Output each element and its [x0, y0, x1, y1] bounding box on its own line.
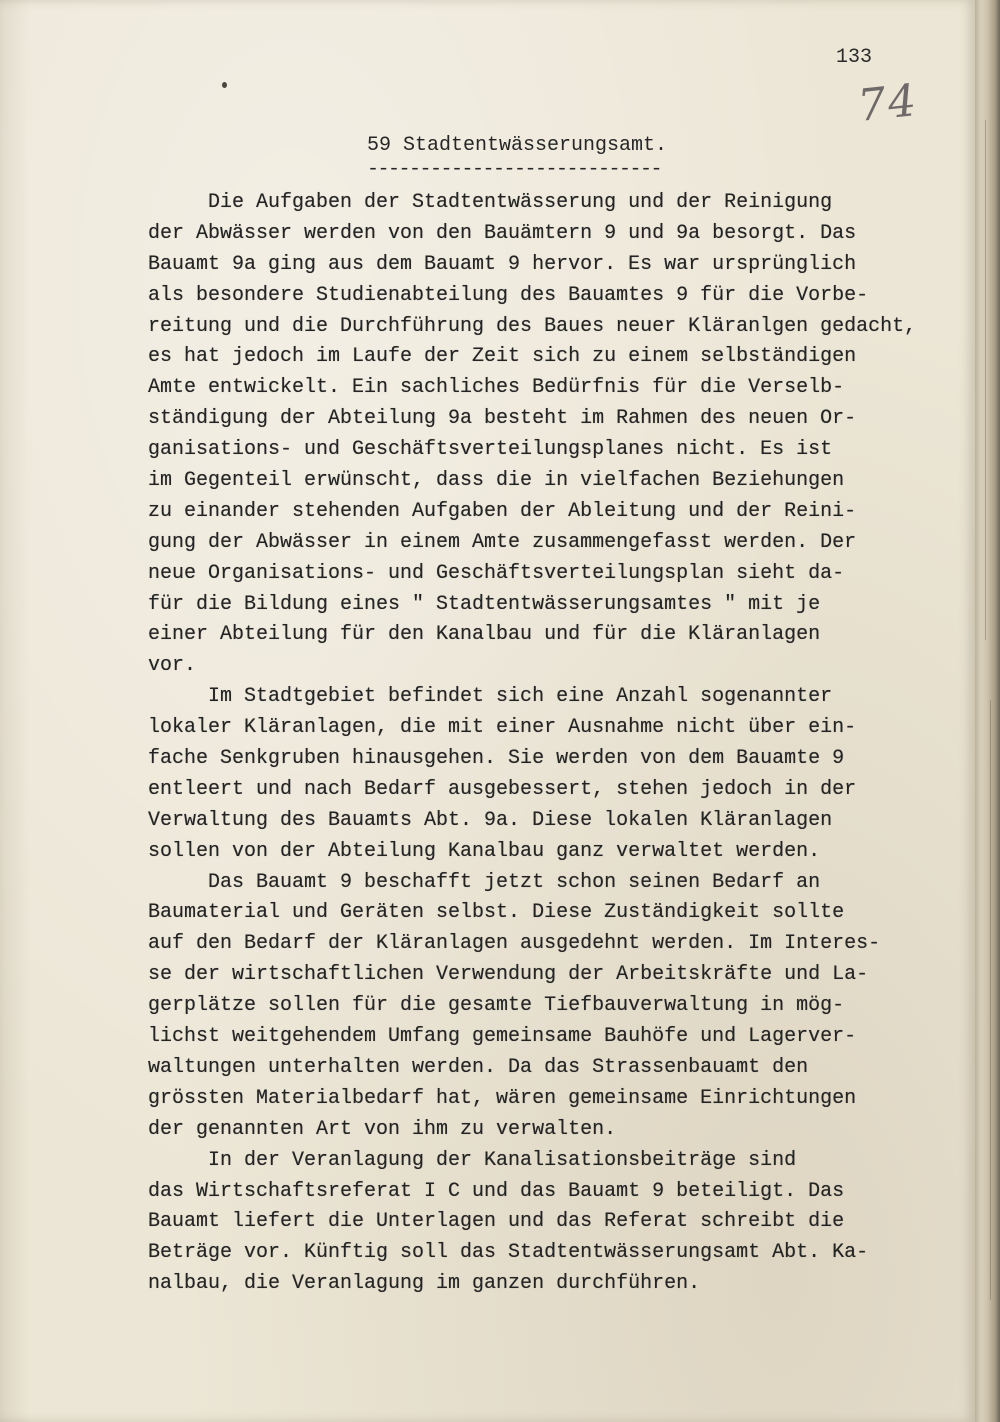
text-line: grössten Materialbedarf hat, wären gemeinsame Einrichtungen — [148, 1086, 857, 1110]
text-line: gerplätze sollen für die gesamte Tiefbauverwaltung in mög- — [148, 994, 845, 1018]
text-line: der genannten Art von ihm zu verwalten. — [148, 1117, 617, 1141]
text-line: gung der Abwässer in einem Amte zusammengefasst werden. Der — [148, 530, 857, 554]
text-line: neue Organisations- und Geschäftsverteilungsplan sieht da- — [148, 561, 845, 585]
text-line: nalbau, die Veranlagung im ganzen durchführen. — [148, 1272, 701, 1296]
text-line: Amte entwickelt. Ein sachliches Bedürfnis für die Verselb- — [148, 376, 845, 400]
text-line: im Gegenteil erwünscht, dass die in vielfachen Beziehungen — [148, 469, 845, 493]
text-line: Die Aufgaben der Stadtentwässerung und der Reinigung — [148, 191, 833, 214]
handwritten-folio-number: 74 — [855, 75, 921, 132]
text-line: Bauamt 9a ging aus dem Bauamt 9 hervor. Es war ursprünglich — [148, 252, 857, 276]
text-line: zu einander stehenden Aufgaben der Ableitung und der Reini- — [148, 499, 857, 523]
text-line: Verwaltung des Bauamts Abt. 9a. Diese lokalen Kläranlagen — [148, 808, 833, 832]
page-edge — [975, 0, 1000, 1422]
text-line: ständigung der Abteilung 9a besteht im Rahmen des neuen Or- — [148, 407, 857, 431]
text-line: entleert und nach Bedarf ausgebessert, stehen jedoch in der — [148, 777, 857, 801]
text-line: vor. — [148, 654, 197, 678]
page-number: 133 — [836, 46, 873, 69]
text-line: es hat jedoch im Laufe der Zeit sich zu einem selbständigen — [148, 345, 857, 369]
text-line: lokaler Kläranlagen, die mit einer Ausnahme nicht über ein- — [148, 716, 857, 740]
text-line: einer Abteilung für den Kanalbau und für die Kläranlagen — [148, 623, 821, 647]
text-line: Das Bauamt 9 beschafft jetzt schon seinen Bedarf an — [148, 870, 821, 894]
text-line: ganisations- und Geschäftsverteilungsplanes nicht. Es ist — [148, 438, 833, 462]
text-line: reitung und die Durchführung des Baues neuer Kläranlgen gedacht, — [148, 314, 917, 338]
text-line: der Abwässer werden von den Bauämtern 9 und 9a besorgt. Das — [148, 221, 857, 245]
text-line: für die Bildung eines " Stadtentwässerungsamtes " mit je — [148, 592, 821, 616]
text-line: In der Veranlagung der Kanalisationsbeiträge sind — [148, 1148, 797, 1172]
text-line: als besondere Studienabteilung des Bauamtes 9 für die Vorbe- — [148, 283, 869, 307]
text-line: Bauamt liefert die Unterlagen und das Referat schreibt die — [148, 1210, 845, 1234]
text-line: sollen von der Abteilung Kanalbau ganz verwaltet werden. — [148, 839, 821, 863]
text-line: fache Senkgruben hinausgehen. Sie werden von dem Bauamte 9 — [148, 747, 845, 771]
text-line: das Wirtschaftsreferat I C und das Bauamt 9 beteiligt. Das — [148, 1179, 845, 1203]
heading-underline: ---------------------------- — [367, 158, 662, 181]
text-line: waltungen unterhalten werden. Da das Strassenbauamt den — [148, 1055, 809, 1079]
section-heading: 59 Stadtentwässerungsamt. — [367, 134, 668, 157]
text-line: auf den Bedarf der Kläranlagen ausgedehnt werden. Im Interes- — [148, 932, 881, 956]
body-text — [148, 188, 948, 1300]
text-line: Baumaterial und Geräten selbst. Diese Zuständigkeit sollte — [148, 901, 845, 925]
text-line: lichst weitgehendem Umfang gemeinsame Bauhöfe und Lagerver- — [148, 1025, 857, 1049]
text-line: Beträge vor. Künftig soll das Stadtentwässerungsamt Abt. Ka- — [148, 1241, 869, 1265]
text-line: se der wirtschaftlichen Verwendung der Arbeitskräfte und La- — [148, 963, 869, 987]
page-edge-line — [985, 120, 986, 640]
ink-dot — [222, 82, 227, 88]
page-edge-line — [990, 700, 991, 1300]
text-line: Im Stadtgebiet befindet sich eine Anzahl sogenannter — [148, 685, 833, 709]
